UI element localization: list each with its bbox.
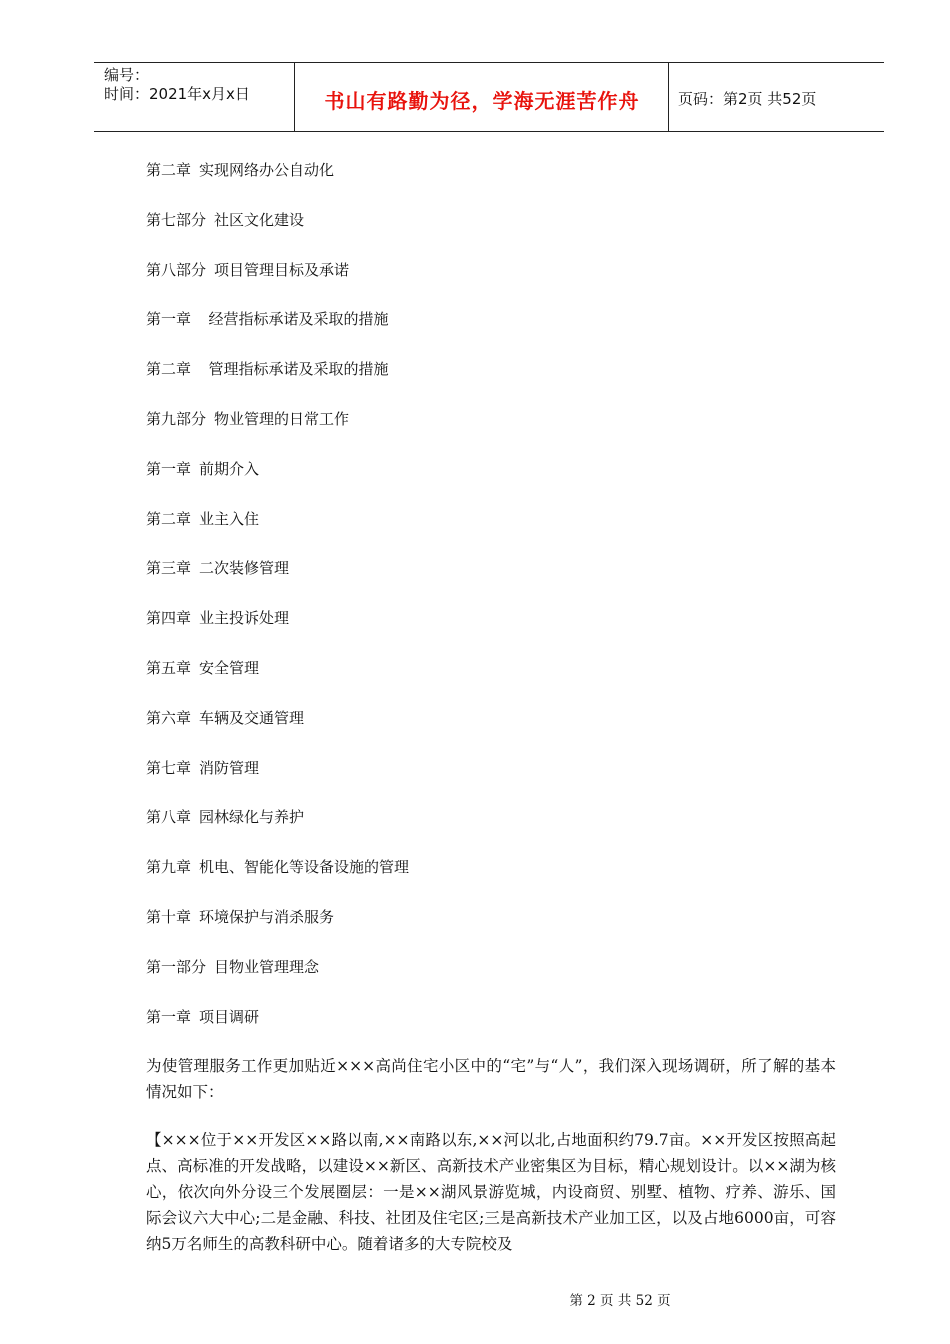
toc-entry-title: 园林绿化与养护 (199, 808, 305, 827)
time-label: 时间：2021年x月x日 (104, 85, 250, 103)
toc-entry-number: 第七章 (146, 758, 192, 777)
toc-entry-number: 第四章 (146, 609, 192, 628)
toc-entry-title: 消防管理 (199, 758, 260, 777)
toc-entry-title: 实现网络办公自动化 (199, 161, 335, 179)
body-paragraph: 【×××位于××开发区××路以南,××南路以东,××河以北,占地面积约79.7亩。××开发区按照高起点、高标准的开发战略，以建设××新区、高新技术产业密集区为目标，精心规划设计。以××湖为核心，依次向外分设三个发展圈层：一是××湖风景游览城，内设商贸、别墅、植物、疗养、游乐、国际会议六大中心;二是金融、科技、社团及住宅区;三是高新技术产业加工区，以及占地6000亩，可容纳5万名师生的高教科研中心。随着诸多的大专院校及 (146, 1131, 836, 1253)
toc-entry-number: 第九章 (146, 858, 192, 877)
toc-entry-title: 物业管理的日常工作 (214, 409, 350, 428)
toc-entry-number: 第九部分 (146, 409, 207, 428)
toc-entry (146, 208, 409, 258)
toc-entry-title: 安全管理 (199, 658, 260, 677)
header-motto: 书山有路勤为径，学海无涯苦作舟 (324, 89, 640, 113)
toc-entry (146, 307, 409, 357)
toc-entry (146, 258, 409, 308)
header-divider (294, 63, 295, 131)
toc-entry-title: 项目管理目标及承诺 (214, 260, 350, 279)
toc-entry-number: 第十章 (146, 907, 192, 926)
toc-entry-title: 目物业管理理念 (214, 957, 320, 976)
toc-entry (146, 855, 409, 905)
toc-entry (146, 606, 409, 656)
toc-entry-title: 二次装修管理 (199, 559, 290, 578)
table-of-contents (146, 158, 409, 1054)
toc-entry (146, 955, 409, 1005)
toc-entry (146, 507, 409, 557)
toc-entry-number: 第五章 (146, 658, 192, 677)
toc-entry-number: 第二章 (146, 509, 192, 528)
body-paragraph: 为使管理服务工作更加贴近×××高尚住宅小区中的“宅”与“人”，我们深入现场调研，所了解的基本情况如下： (146, 1057, 836, 1101)
toc-entry (146, 407, 409, 457)
toc-entry-title: 经营指标承诺及采取的措施 (199, 310, 389, 329)
toc-entry-number: 第二章 (146, 161, 192, 179)
toc-entry-number: 第八部分 (146, 260, 207, 279)
toc-entry-title: 环境保护与消杀服务 (199, 907, 335, 926)
toc-entry (146, 706, 409, 756)
toc-entry-number: 第一部分 (146, 957, 207, 976)
page-footer: 第 2 页 共 52 页 (569, 1293, 671, 1309)
toc-entry-title: 管理指标承诺及采取的措施 (199, 360, 389, 379)
toc-entry-number: 第三章 (146, 559, 192, 578)
toc-entry-title: 项目调研 (199, 1007, 260, 1026)
header-divider (668, 63, 669, 131)
toc-entry-number: 第二章 (146, 360, 192, 379)
toc-entry-number: 第一章 (146, 459, 192, 478)
toc-entry (146, 556, 409, 606)
toc-entry-number: 第六章 (146, 708, 192, 727)
toc-entry (146, 158, 409, 208)
toc-entry (146, 1005, 409, 1055)
toc-entry-number: 第七部分 (146, 210, 207, 229)
toc-entry (146, 805, 409, 855)
toc-entry (146, 357, 409, 407)
page-header (94, 62, 884, 132)
toc-entry-title: 业主投诉处理 (199, 609, 290, 628)
header-meta (104, 66, 250, 104)
serial-label: 编号： (104, 66, 150, 84)
toc-entry (146, 457, 409, 507)
toc-entry-title: 前期介入 (199, 459, 260, 478)
toc-entry (146, 905, 409, 955)
toc-entry (146, 756, 409, 806)
toc-entry-title: 社区文化建设 (214, 210, 305, 229)
toc-entry-title: 机电、智能化等设备设施的管理 (199, 858, 410, 877)
toc-entry-number: 第八章 (146, 808, 192, 827)
toc-entry-number: 第一章 (146, 1007, 192, 1026)
toc-entry (146, 656, 409, 706)
toc-entry-number: 第一章 (146, 310, 192, 329)
toc-entry-title: 车辆及交通管理 (199, 708, 305, 727)
header-page-info: 页码：第2页 共52页 (678, 90, 817, 108)
toc-entry-title: 业主入住 (199, 509, 260, 528)
